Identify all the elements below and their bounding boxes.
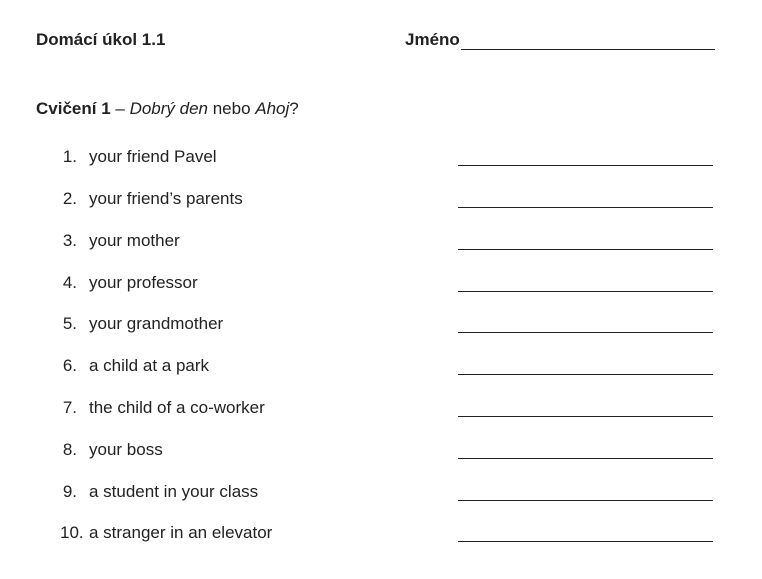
list-item	[0, 398, 762, 422]
item-prompt: your boss	[89, 440, 163, 459]
list-item	[0, 231, 762, 255]
item-prompt: a child at a park	[89, 356, 210, 375]
item-prompt: your professor	[89, 273, 198, 292]
item-number: 2.	[62, 189, 77, 208]
item-number: 7.	[62, 398, 77, 417]
item-prompt: your grandmother	[89, 314, 224, 333]
worksheet-title: Domácí úkol 1.1	[36, 30, 166, 49]
list-item	[0, 482, 762, 506]
answer-blank-line[interactable]	[458, 291, 713, 292]
exercise-question-mark: ?	[289, 99, 299, 118]
answer-blank-line[interactable]	[458, 332, 713, 333]
answer-blank-line[interactable]	[458, 249, 713, 250]
item-prompt: a student in your class	[89, 482, 259, 501]
item-prompt: your mother	[89, 231, 180, 250]
exercise-number: Cvičení 1	[36, 99, 111, 118]
item-number: 4.	[62, 273, 77, 292]
answer-blank-line[interactable]	[458, 207, 713, 208]
answer-blank-line[interactable]	[458, 374, 713, 375]
item-number: 9.	[62, 482, 77, 501]
exercise-dash: –	[110, 99, 130, 118]
list-item	[0, 314, 762, 338]
name-label: Jméno	[405, 30, 460, 49]
answer-blank-line[interactable]	[458, 458, 713, 459]
exercise-or: nebo	[208, 99, 256, 118]
item-number: 1.	[62, 147, 77, 166]
item-number: 5.	[62, 314, 77, 333]
list-item	[0, 189, 762, 213]
exercise-option-informal: Ahoj	[255, 99, 290, 118]
item-prompt: a stranger in an elevator	[89, 523, 273, 542]
item-prompt: your friend’s parents	[89, 189, 243, 208]
answer-blank-line[interactable]	[458, 541, 713, 542]
item-number: 8.	[62, 440, 77, 459]
list-item	[0, 273, 762, 297]
list-item	[0, 523, 762, 547]
item-number: 3.	[62, 231, 77, 250]
answer-blank-line[interactable]	[458, 165, 713, 166]
list-item	[0, 440, 762, 464]
item-prompt: your friend Pavel	[89, 147, 217, 166]
item-number: 6.	[62, 356, 77, 375]
item-number: 10.	[60, 523, 84, 542]
list-item	[0, 147, 762, 171]
exercise-option-formal: Dobrý den	[129, 99, 208, 118]
list-item	[0, 356, 762, 380]
answer-blank-line[interactable]	[458, 416, 713, 417]
answer-blank-line[interactable]	[458, 500, 713, 501]
item-prompt: the child of a co-worker	[89, 398, 265, 417]
